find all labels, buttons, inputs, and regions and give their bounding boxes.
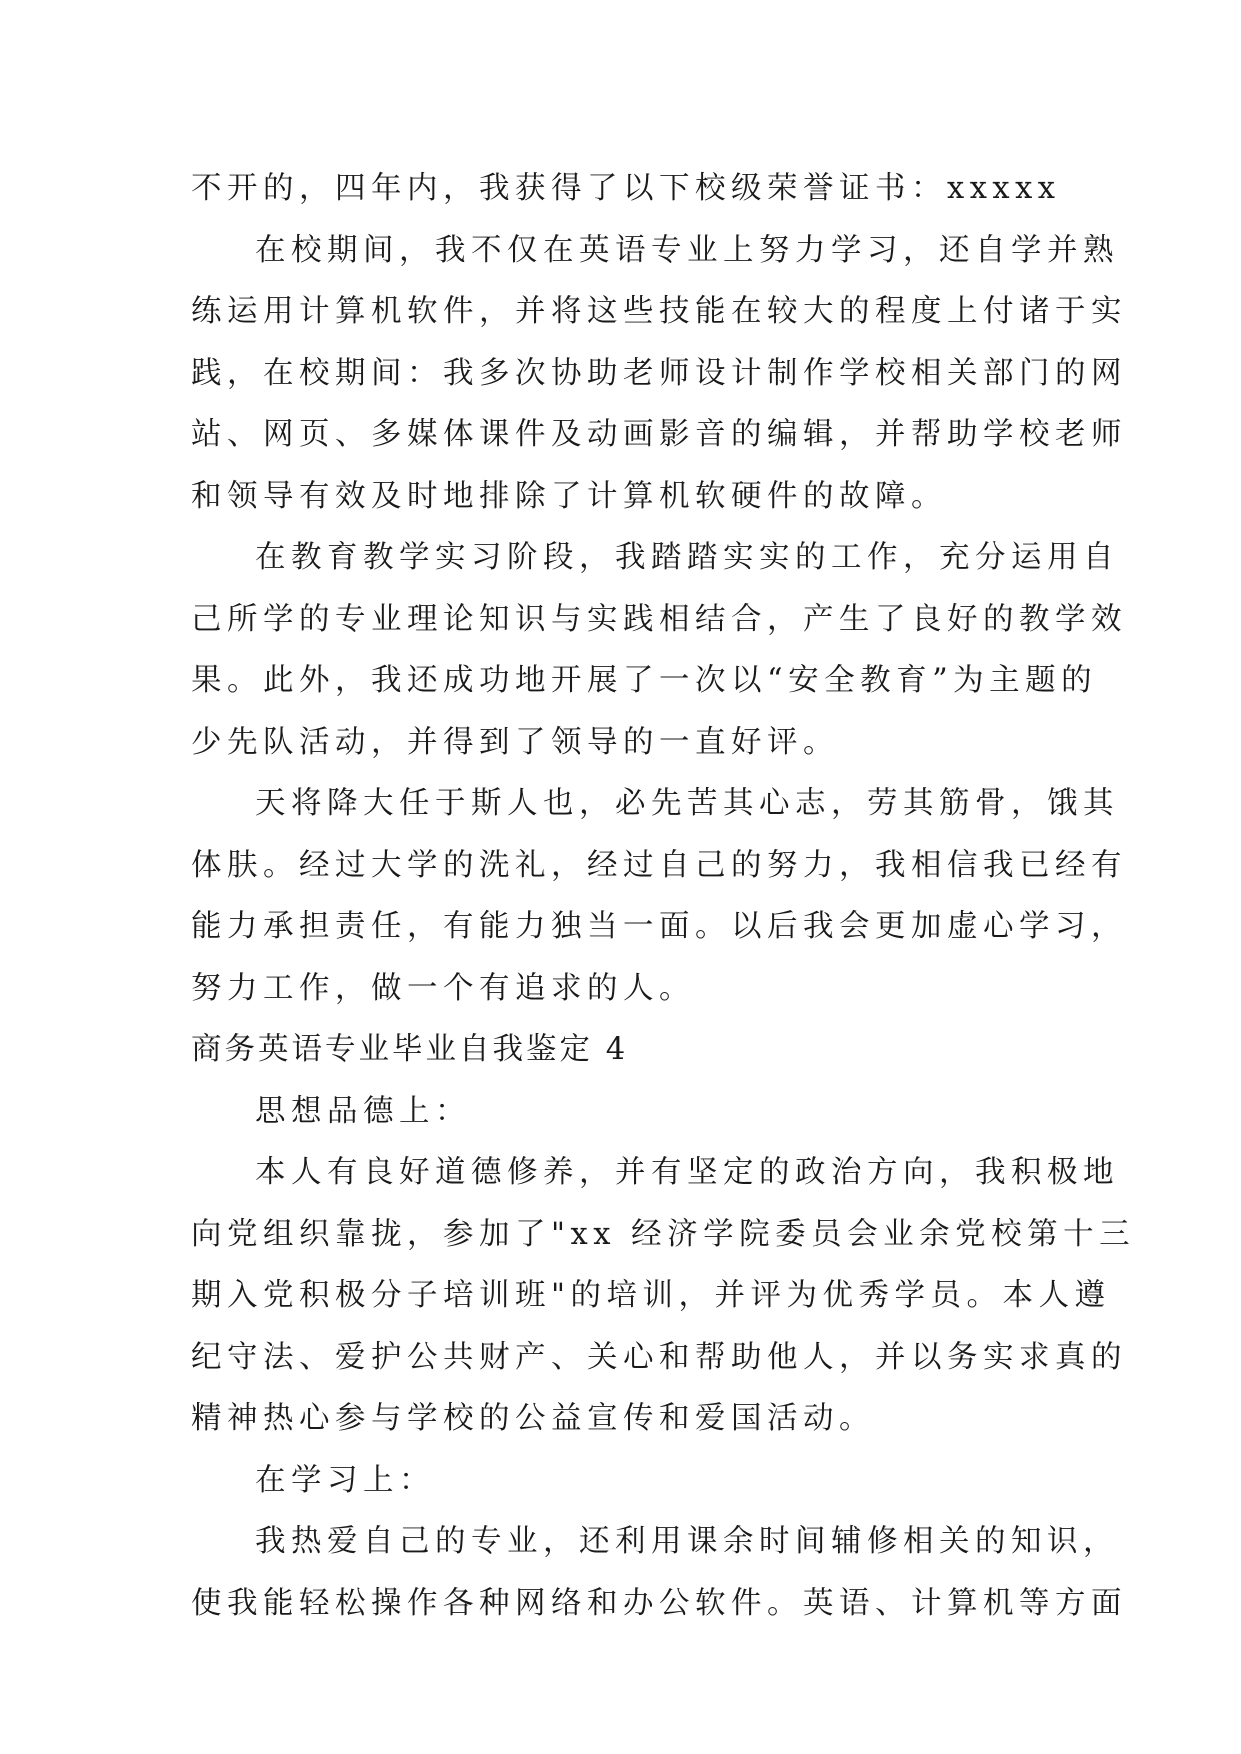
text-line: 使我能轻松操作各种网络和办公软件。英语、计算机等方面 <box>191 1585 1127 1621</box>
text-line: 能力承担责任，有能力独当一面。以后我会更加虚心学习， <box>191 909 1127 944</box>
text-line: 体肤。经过大学的洗礼，经过自己的努力，我相信我已经有 <box>191 847 1127 883</box>
document-body <box>191 158 1136 1634</box>
text-line: 练运用计算机软件，并将这些技能在较大的程度上付诸于实 <box>191 294 1127 329</box>
text-line: 和领导有效及时地排除了计算机软硬件的故障。 <box>191 478 947 514</box>
text-line: 天将降大任于斯人也，必先苦其心志，劳其筋骨，饿其 <box>255 786 1119 821</box>
subheading: 在学习上： <box>255 1462 435 1498</box>
text-line: 精神热心参与学校的公益宣传和爱国活动。 <box>191 1401 875 1436</box>
text-line: 努力工作，做一个有追求的人。 <box>191 970 695 1006</box>
text-line: 践，在校期间：我多次协助老师设计制作学校相关部门的网 <box>191 355 1127 391</box>
text-line: 己所学的专业理论知识与实践相结合，产生了良好的教学效 <box>191 601 1127 637</box>
text-line: 站、网页、多媒体课件及动画影音的编辑，并帮助学校老师 <box>191 417 1127 452</box>
text-line: 本人有良好道德修养，并有坚定的政治方向，我积极地 <box>255 1155 1119 1190</box>
section-heading: 商务英语专业毕业自我鉴定 4 <box>191 1032 629 1067</box>
text-line: 果。此外，我还成功地开展了一次以“安全教育”为主题的 <box>191 663 1098 698</box>
text-line: 在教育教学实习阶段，我踏踏实实的工作，充分运用自 <box>255 540 1119 575</box>
subheading: 思想品德上： <box>255 1093 471 1129</box>
text-line: 期入党积极分子培训班"的培训，并评为优秀学员。本人遵 <box>191 1278 1111 1313</box>
text-line: 向党组织靠拢，参加了"xx 经济学院委员会业余党校第十三 <box>191 1216 1136 1252</box>
text-line: 在校期间，我不仅在英语专业上努力学习，还自学并熟 <box>255 232 1119 268</box>
text-line: 少先队活动，并得到了领导的一直好评。 <box>191 724 839 760</box>
text-line: 不开的，四年内，我获得了以下校级荣誉证书：xxxxx <box>191 171 1061 206</box>
text-line: 纪守法、爱护公共财产、关心和帮助他人，并以务实求真的 <box>191 1339 1127 1375</box>
text-line: 我热爱自己的专业，还利用课余时间辅修相关的知识， <box>255 1524 1119 1559</box>
